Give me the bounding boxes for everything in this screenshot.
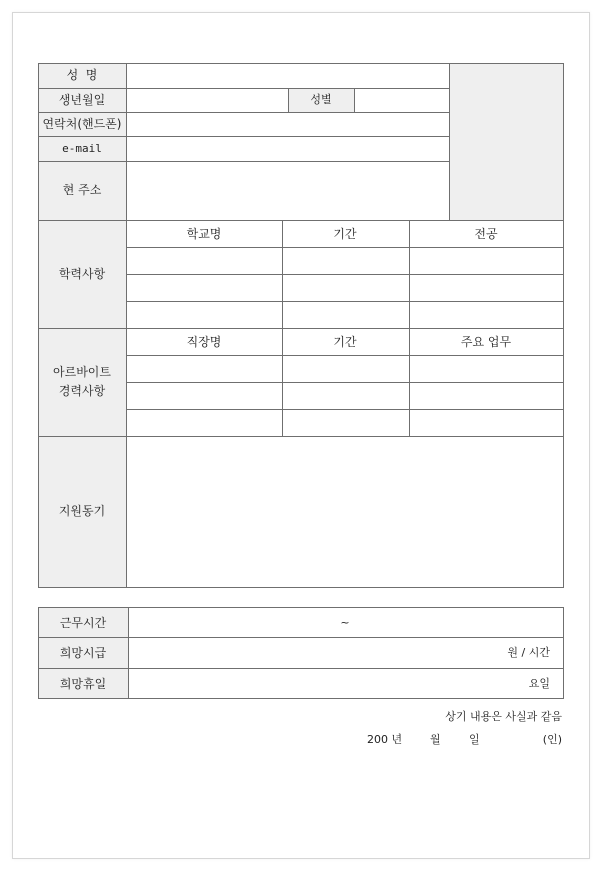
work-header-period: 기간 (333, 335, 357, 349)
contact-field[interactable] (127, 113, 448, 135)
work-section-label-line2: 경력사항 (58, 384, 106, 398)
motivation-field[interactable] (127, 437, 563, 587)
date-year: 200 년 (367, 733, 403, 746)
hourly-wage-unit: 원 / 시간 (507, 646, 550, 659)
name-label: 성 명 (66, 68, 98, 82)
day-off-unit: 요일 (528, 677, 550, 690)
work-header-company: 직장명 (186, 335, 222, 349)
contact-label: 연락처(핸드폰) (42, 117, 122, 131)
gender-field[interactable] (355, 89, 448, 111)
name-field[interactable] (127, 64, 448, 87)
day-off-field[interactable] (129, 669, 563, 698)
hourly-wage-field[interactable] (129, 638, 563, 667)
gender-label: 성별 (310, 93, 332, 106)
education-section-label: 학력사항 (58, 267, 106, 281)
work-section-label-line1: 아르바이트 (53, 365, 111, 379)
birth-date-label: 생년월일 (58, 93, 106, 107)
day-off-label: 희망휴일 (59, 677, 107, 691)
hourly-wage-label: 희망시급 (59, 646, 107, 660)
date-month: 월 (430, 733, 441, 746)
education-header-school: 학교명 (186, 227, 222, 241)
email-label: e-mail (62, 142, 102, 155)
work-hours-separator: ~ (340, 616, 350, 629)
date-day: 일 (469, 733, 480, 746)
work-hours-field[interactable] (129, 608, 563, 636)
address-label: 현 주소 (62, 183, 102, 197)
confirmation-statement: 상기 내용은 사실과 같음 (445, 710, 562, 723)
seal-mark: (인) (542, 733, 562, 746)
education-header-period: 기간 (333, 227, 357, 241)
work-header-duties: 주요 업무 (460, 335, 512, 349)
motivation-label: 지원동기 (58, 504, 106, 518)
address-field[interactable] (127, 162, 448, 219)
education-header-major: 전공 (474, 227, 498, 241)
birth-date-field[interactable] (127, 89, 287, 111)
email-field[interactable] (127, 137, 448, 160)
work-hours-label: 근무시간 (59, 616, 107, 630)
